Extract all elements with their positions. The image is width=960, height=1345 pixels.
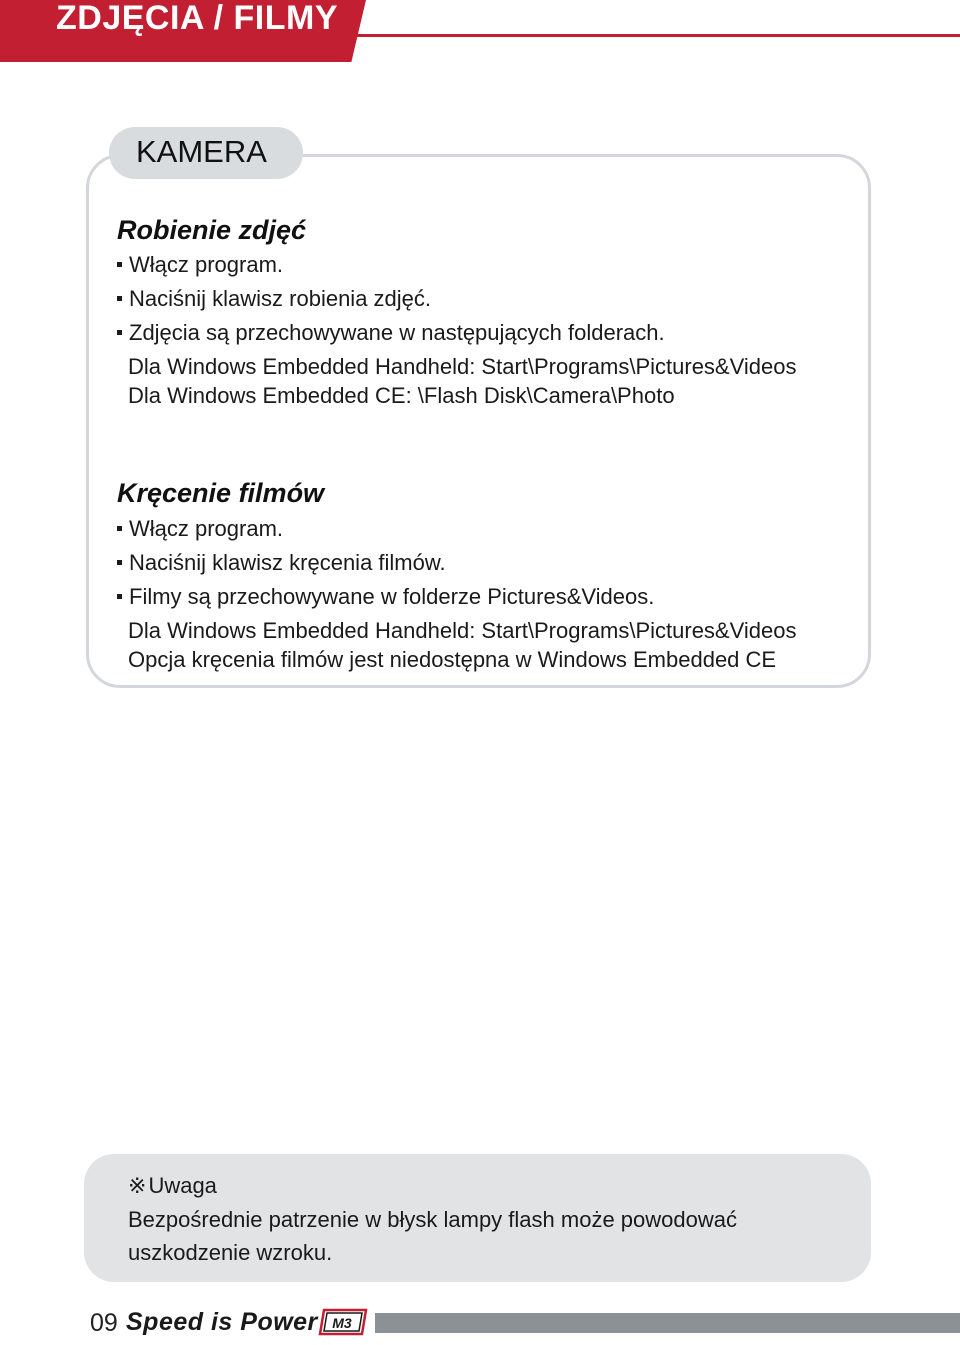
- warning-note-label: Uwaga: [148, 1173, 217, 1198]
- photos-step-1: [117, 251, 283, 279]
- footer-bar: [375, 1313, 960, 1333]
- page-title: ZDJĘCIA / FILMY: [56, 0, 339, 37]
- photos-step-1-text: Włącz program.: [129, 252, 284, 277]
- photos-step-2: [117, 285, 431, 313]
- warning-note-line-1: Bezpośrednie patrzenie w błysk lampy flash może powodować: [128, 1207, 737, 1232]
- videos-step-2-text: Naciśnij klawisz kręcenia filmów.: [129, 550, 446, 575]
- m3-logo-icon: [318, 1308, 368, 1336]
- photos-step-3: [117, 319, 665, 347]
- photos-path-ce: Dla Windows Embedded CE: \Flash Disk\Camera\Photo: [128, 383, 675, 408]
- bullet-icon: [117, 560, 122, 565]
- photos-path-handheld: Dla Windows Embedded Handheld: Start\Programs\Pictures&Videos: [128, 354, 797, 379]
- bullet-icon: [117, 330, 122, 335]
- warning-note-title: [128, 1172, 217, 1200]
- bullet-icon: [117, 262, 122, 267]
- videos-step-3: [117, 583, 654, 611]
- m3-logo-text: M3: [332, 1315, 352, 1331]
- bullet-icon: [117, 594, 122, 599]
- bullet-icon: [117, 526, 122, 531]
- page-number: 09: [90, 1309, 118, 1337]
- videos-step-1: [117, 515, 283, 543]
- bullet-icon: [117, 296, 122, 301]
- slogan: Speed is Power: [126, 1308, 318, 1336]
- videos-note-ce: Opcja kręcenia filmów jest niedostępna w Windows Embedded CE: [128, 647, 777, 672]
- reference-mark-icon: ※: [128, 1173, 147, 1198]
- videos-heading: Kręcenie filmów: [117, 478, 325, 508]
- videos-path-handheld: Dla Windows Embedded Handheld: Start\Programs\Pictures&Videos: [128, 618, 797, 643]
- videos-step-2: [117, 549, 446, 577]
- photos-step-2-text: Naciśnij klawisz robienia zdjęć.: [129, 286, 432, 311]
- warning-note-line-2: uszkodzenie wzroku.: [128, 1240, 333, 1265]
- videos-step-1-text: Włącz program.: [129, 516, 284, 541]
- photos-heading: Robienie zdjęć: [117, 215, 307, 245]
- videos-step-3-text: Filmy są przechowywane w folderze Pictures&Videos.: [129, 584, 655, 609]
- photos-step-3-text: Zdjęcia są przechowywane w następujących folderach.: [129, 320, 665, 345]
- section-label: KAMERA: [136, 134, 267, 169]
